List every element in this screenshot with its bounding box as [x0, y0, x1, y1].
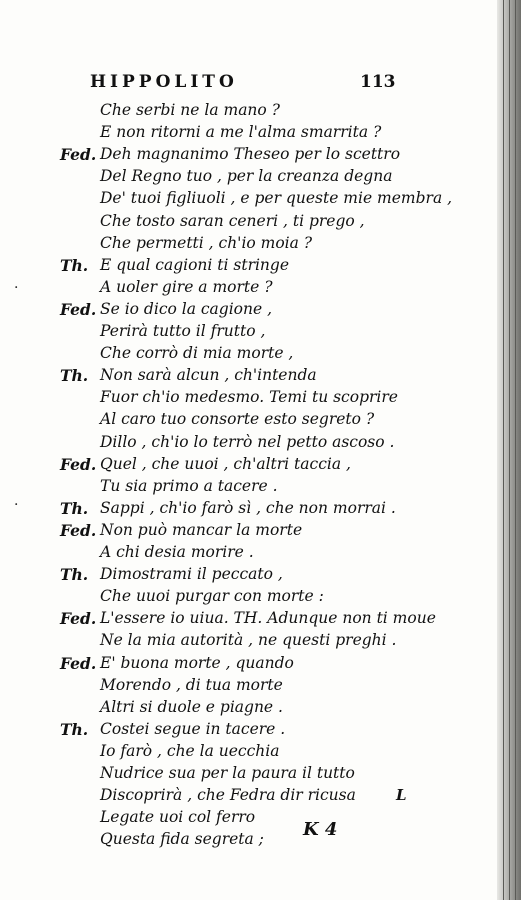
- speaker-label: Fed.: [60, 454, 97, 474]
- verse-text: Che corrò di mia morte ,: [100, 344, 294, 363]
- speaker-label: Th.: [60, 565, 89, 585]
- verse-text: Perirà tutto il frutto ,: [100, 322, 266, 340]
- verse-text: E' buona morte , quando: [100, 653, 294, 672]
- verse-line: [0, 521, 500, 543]
- page-header: [90, 72, 412, 96]
- verse-line: [0, 808, 500, 830]
- verse-line: [0, 101, 500, 123]
- verse-line: [0, 322, 500, 344]
- verse-text: Questa fida segreta ;: [100, 830, 264, 849]
- verse-text: L'essere io uiua. TH. Adunque non ti moue: [100, 609, 436, 628]
- verse-text: Che uuoi purgar con morte :: [100, 587, 324, 606]
- verse-text: Sappi , ch'io farò sì , che non morrai .: [100, 498, 396, 517]
- verse-text: A uoler gire a morte ?: [100, 277, 273, 296]
- margin-mark: ·: [14, 497, 19, 513]
- verse-line: [0, 830, 500, 852]
- verse-text: Al caro tuo consorte esto segreto ?: [100, 410, 375, 429]
- verse-line: [0, 477, 500, 499]
- verse-text: Deh magnanimo Theseo per lo scettro: [100, 145, 401, 164]
- speaker-label: Fed.: [60, 520, 97, 540]
- verse-line: [0, 764, 500, 786]
- verse-line: [0, 543, 500, 565]
- verse-line: [0, 499, 500, 521]
- verse-line: [0, 698, 500, 720]
- verse-text: Tu sia primo a tacere .: [100, 476, 278, 495]
- speaker-label: Th.: [60, 366, 89, 386]
- verse-line: [0, 145, 500, 167]
- verse-text: Ne la mia autorità , ne questi preghi .: [100, 631, 397, 650]
- verse-line: [0, 676, 500, 698]
- verse-text: Quel , che uuoi , ch'altri taccia ,: [100, 454, 351, 473]
- verse-line: [0, 278, 500, 300]
- verse-line: [0, 189, 500, 211]
- page-binding-edge: [497, 0, 521, 900]
- verse-text: Legate uoi col ferro: [100, 808, 256, 827]
- speaker-label: Fed.: [60, 299, 97, 319]
- verse-text: Non sarà alcun , ch'intenda: [100, 366, 317, 385]
- verse-text: Io farò , che la uecchia: [100, 741, 280, 760]
- verse-line: [0, 742, 500, 764]
- verse-line: [0, 609, 500, 631]
- verse-text: Costei segue in tacere .: [100, 719, 286, 738]
- verse-line: [0, 587, 500, 609]
- speaker-label: Fed.: [60, 653, 97, 673]
- verse-line: [0, 631, 500, 653]
- verse-text: A chi desia morire .: [100, 543, 254, 561]
- verse-text: Che serbi ne la mano ?: [100, 101, 280, 119]
- side-note: L: [396, 786, 407, 805]
- verse-line: [0, 433, 500, 455]
- speaker-label: Th.: [60, 255, 89, 275]
- binding-line: [503, 0, 504, 900]
- verse-line: [0, 654, 500, 676]
- verse-text: Dimostrami il peccato ,: [100, 565, 283, 584]
- verse-line: [0, 366, 500, 388]
- binding-line: [509, 0, 510, 900]
- verse-line: [0, 234, 500, 256]
- verse-text: Del Regno tuo , per la creanza degna: [100, 167, 393, 186]
- verse-text: Che tosto saran ceneri , ti prego ,: [100, 211, 365, 230]
- binding-line: [515, 0, 516, 900]
- speaker-label: Fed.: [60, 145, 97, 165]
- verse-text: De' tuoi figliuoli , e per queste mie membra ,: [100, 189, 453, 208]
- verse-line: [0, 388, 500, 410]
- verse-line: [0, 344, 500, 366]
- verse-line: [0, 212, 500, 234]
- speaker-label: Th.: [60, 719, 89, 739]
- verse-line: [0, 167, 500, 189]
- verse-text: Che permetti , ch'io moia ?: [100, 233, 313, 252]
- verse-text: Se io dico la cagione ,: [100, 299, 273, 318]
- speaker-label: Th.: [60, 498, 89, 518]
- margin-mark: ·: [14, 280, 19, 296]
- verse-line: [0, 720, 500, 742]
- verse-line: [0, 410, 500, 432]
- page-number: 113: [360, 72, 396, 92]
- speaker-label: Fed.: [60, 609, 97, 629]
- verse-text: Fuor ch'io medesmo. Temi tu scoprire: [100, 388, 398, 407]
- verse-line: [0, 300, 500, 322]
- verse-text: Nudrice sua per la paura il tutto: [100, 764, 355, 782]
- running-title: HIPPOLITO: [90, 72, 238, 92]
- verse-line: [0, 786, 500, 808]
- verse-text: E non ritorni a me l'alma smarrita ?: [100, 123, 382, 142]
- verse-text: Discoprirà , che Fedra dir ricusa: [100, 786, 356, 805]
- verse-text: E qual cagioni ti stringe: [100, 255, 290, 274]
- verse-text: Morendo , di tua morte: [100, 675, 283, 694]
- verse-line: [0, 565, 500, 587]
- verse-line: [0, 123, 500, 145]
- verse-text: Dillo , ch'io lo terrò nel petto ascoso .: [100, 432, 395, 451]
- verse-line: [0, 455, 500, 477]
- verse-line: [0, 256, 500, 278]
- verse-text: Altri si duole e piagne .: [100, 697, 283, 716]
- verse-text: Non può mancar la morte: [100, 520, 303, 539]
- signature-mark: K 4: [303, 819, 338, 840]
